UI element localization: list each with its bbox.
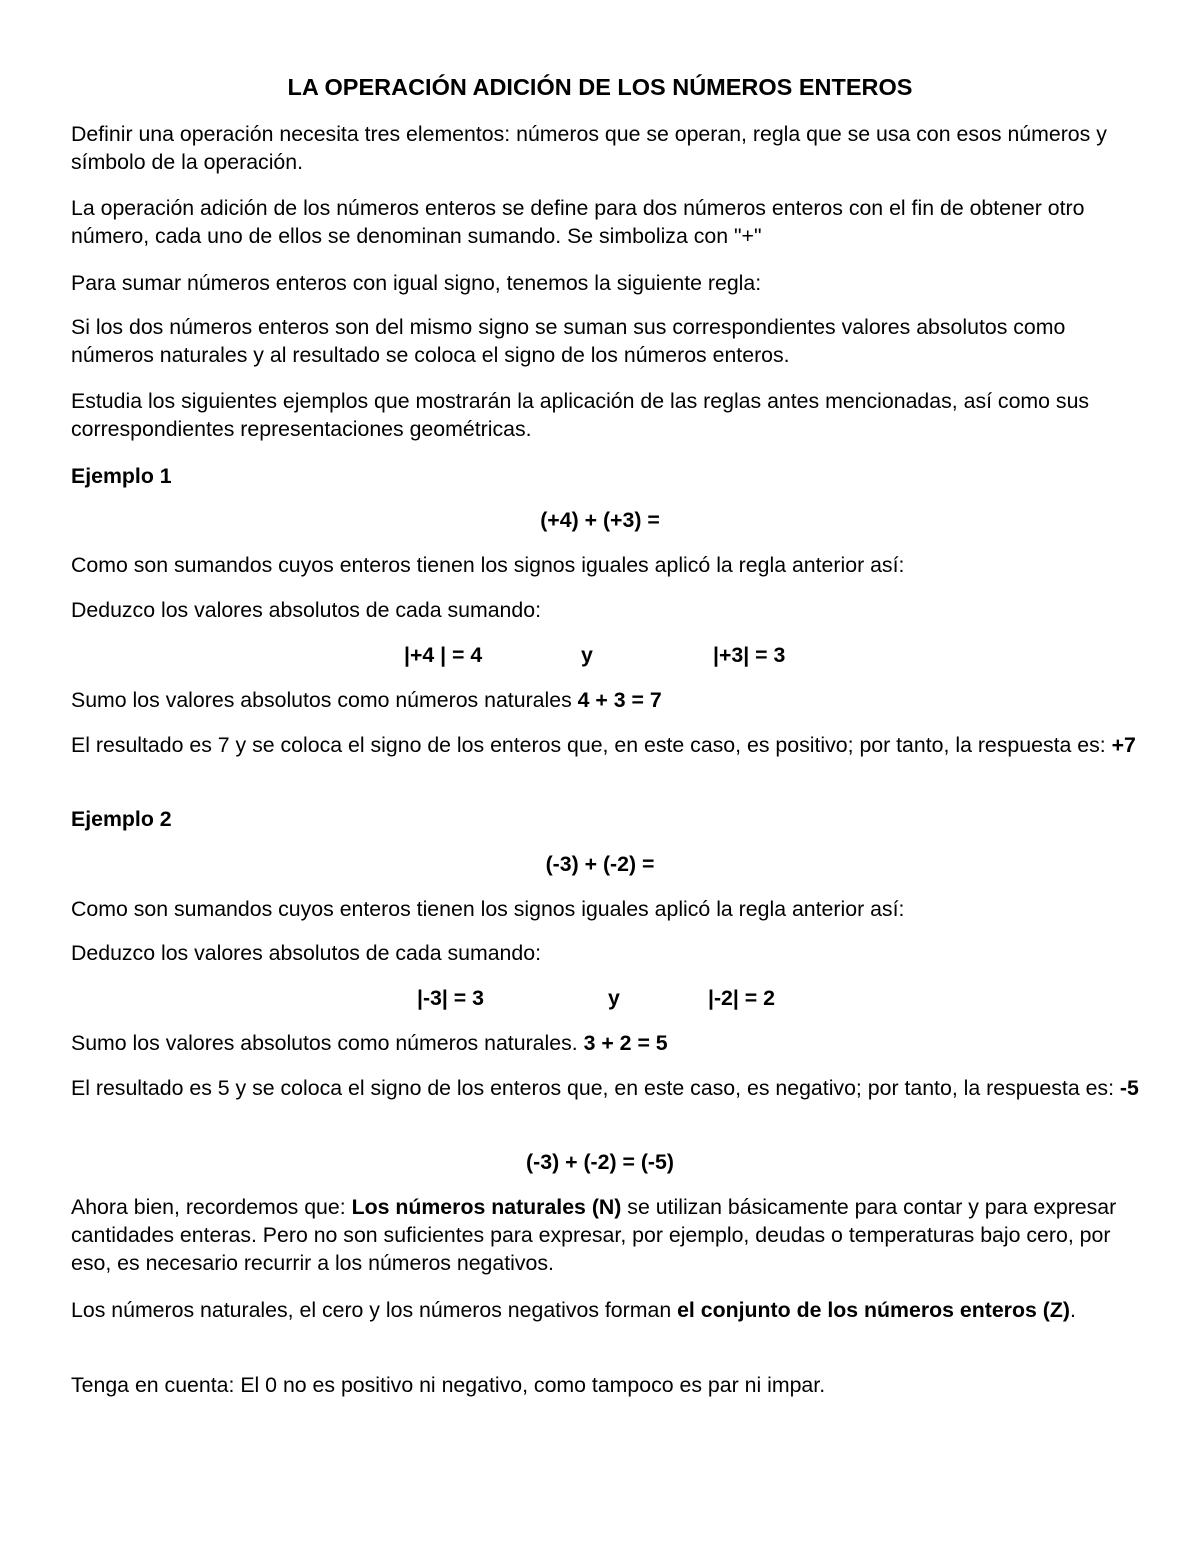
example-2-abs-y: y bbox=[608, 986, 620, 1010]
example-1-sum-text: Sumo los valores absolutos como números naturales bbox=[71, 688, 578, 712]
integers-bold: el conjunto de los números enteros (Z) bbox=[677, 1298, 1070, 1322]
example-2-sum bbox=[71, 1029, 1141, 1057]
study-paragraph: Estudia los siguientes ejemplos que mostrarán la aplicación de las reglas antes mencionadas, así como sus correspondientes representaciones geométricas. bbox=[71, 389, 1090, 441]
intro-paragraph-1: Definir una operación necesita tres elementos: números que se operan, regla que se usa con esos números y símbolo de la operación. bbox=[71, 122, 1107, 174]
example-2-abs-right: |-2| = 2 bbox=[708, 986, 775, 1010]
example-2-heading: Ejemplo 2 bbox=[71, 807, 172, 831]
integers-after: . bbox=[1069, 1298, 1076, 1322]
example-1-abs-y: y bbox=[581, 643, 593, 667]
example-2-absolute-values bbox=[0, 984, 1200, 1012]
example-2-line-2: Deduzco los valores absolutos de cada sumando: bbox=[71, 941, 541, 965]
example-1-sum-bold: 4 + 3 = 7 bbox=[577, 688, 662, 712]
example-1-abs-right: |+3| = 3 bbox=[713, 643, 786, 667]
intro-paragraph-2: La operación adición de los números enteros se define para dos números enteros con el fin de obtener otro número, cada uno de ellos se denominan sumando. Se simboliza con "+" bbox=[71, 196, 1085, 248]
example-1-absolute-values bbox=[0, 641, 1200, 669]
example-2-result bbox=[71, 1074, 1141, 1102]
example-1-line-1: Como son sumandos cuyos enteros tienen los signos iguales aplicó la regla anterior así: bbox=[71, 553, 905, 577]
rule-intro: Para sumar números enteros con igual signo, tenemos la siguiente regla: bbox=[71, 271, 762, 295]
example-2-abs-left: |-3| = 3 bbox=[417, 986, 484, 1010]
example-1-result-text: El resultado es 7 y se coloca el signo de los enteros que, en este caso, es positivo; por tanto, la respuesta es: bbox=[71, 733, 1112, 757]
example-1-expression: (+4) + (+3) = bbox=[540, 508, 660, 532]
integers-before: Los números naturales, el cero y los números negativos forman bbox=[71, 1298, 678, 1322]
integers-paragraph bbox=[71, 1296, 1141, 1324]
example-1-result-bold: +7 bbox=[1111, 733, 1136, 757]
example-1-sum bbox=[71, 686, 1141, 714]
example-2-line-1: Como son sumandos cuyos enteros tienen los signos iguales aplicó la regla anterior así: bbox=[71, 897, 905, 921]
example-2-result-text: El resultado es 5 y se coloca el signo de los enteros que, en este caso, es negativo; por tanto, la respuesta es: bbox=[71, 1076, 1120, 1100]
example-2-final-expression: (-3) + (-2) = (-5) bbox=[526, 1150, 674, 1174]
naturals-paragraph bbox=[71, 1193, 1141, 1277]
naturals-before: Ahora bien, recordemos que: bbox=[71, 1195, 352, 1219]
example-2-expression: (-3) + (-2) = bbox=[545, 852, 655, 876]
example-1-abs-left: |+4 | = 4 bbox=[404, 643, 483, 667]
example-2-sum-text: Sumo los valores absolutos como números naturales. bbox=[71, 1031, 584, 1055]
note-paragraph: Tenga en cuenta: El 0 no es positivo ni negativo, como tampoco es par ni impar. bbox=[71, 1373, 826, 1397]
naturals-after: se utilizan básicamente para contar y para expresar cantidades enteras. Pero no son suficientes para expresar, por ejemplo, deudas o temperaturas bajo cero, por eso, es necesario recurrir a los números negativos. bbox=[71, 1195, 1117, 1275]
example-2-sum-bold: 3 + 2 = 5 bbox=[583, 1031, 668, 1055]
naturals-bold: Los números naturales (N) bbox=[351, 1195, 622, 1219]
example-1-line-2: Deduzco los valores absolutos de cada sumando: bbox=[71, 598, 541, 622]
document-title: LA OPERACIÓN ADICIÓN DE LOS NÚMEROS ENTEROS bbox=[287, 74, 913, 100]
example-1-result bbox=[71, 731, 1141, 759]
example-2-result-bold: -5 bbox=[1119, 1076, 1139, 1100]
rule-paragraph: Si los dos números enteros son del mismo signo se suman sus correspondientes valores absolutos como números naturales y al resultado se coloca el signo de los números enteros. bbox=[71, 315, 1066, 367]
example-1-heading: Ejemplo 1 bbox=[71, 464, 172, 488]
